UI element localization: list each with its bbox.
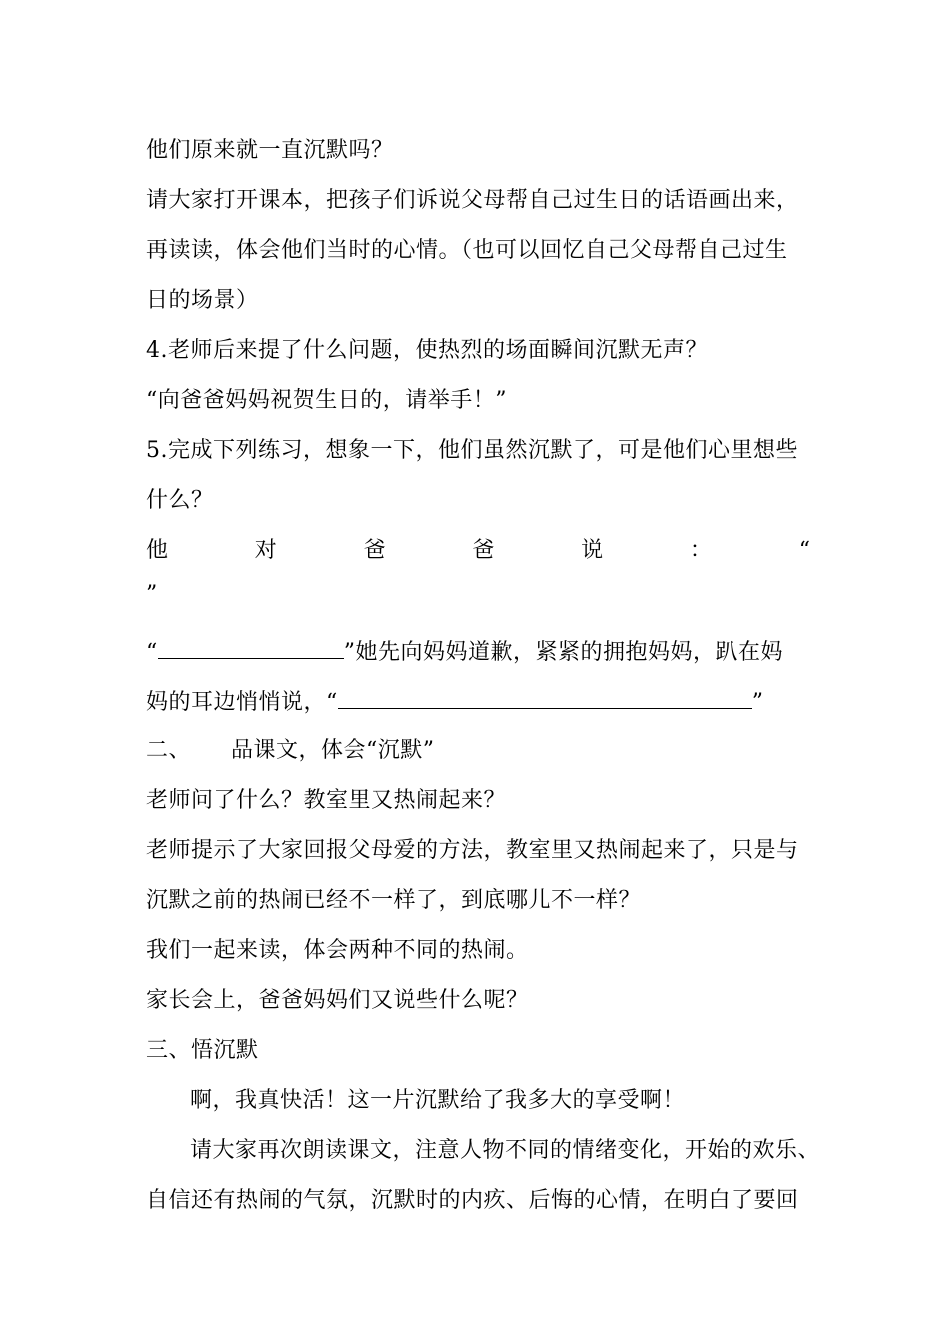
text-line: 再读读，体会他们当时的心情。（也可以回忆自己父母帮自己过生 (146, 238, 788, 263)
spread-char: 说 (581, 538, 604, 563)
text-line: 他们原来就一直沉默吗？ (146, 138, 394, 163)
quote-line: “向爸爸妈妈祝贺生日的，请举手！” (146, 388, 507, 413)
answer-blank[interactable] (158, 636, 344, 659)
answer-blank[interactable] (338, 686, 752, 709)
fill-in-line-whisper: 妈的耳边悄悄说，“ ” (146, 686, 764, 718)
text-line: 请大家再次朗读课文，注意人物不同的情绪变化，开始的欢乐、 (190, 1138, 821, 1163)
text-line: 请大家打开课本，把孩子们诉说父母帮自己过生日的话语画出来， (146, 188, 799, 213)
text-line: 老师问了什么？教室里又热闹起来？ (146, 788, 507, 813)
text-line: 自信还有热闹的气氛，沉默时的内疚、后悔的心情，在明白了要回 (146, 1188, 799, 1213)
spread-char: 爸 (363, 538, 386, 563)
text-line: 老师提示了大家回报父母爱的方法，教室里又热闹起来了，只是与 (146, 838, 799, 863)
text-line: 家长会上，爸爸妈妈们又说些什么呢？ (146, 988, 529, 1013)
text-line: 日的场景） (146, 288, 259, 313)
fill-in-line-father (146, 536, 810, 566)
exercise-5: 5.完成下列练习，想象一下，他们虽然沉默了，可是他们心里想些 (146, 438, 798, 463)
spread-char: 他 (146, 538, 169, 563)
spread-char: ： (689, 538, 712, 563)
text-line: 我们一起来读，体会两种不同的热闹。 (146, 938, 529, 963)
text-line: 啊，我真快活！这一片沉默给了我多大的享受啊！ (190, 1088, 686, 1113)
section-heading-2: 二、 品课文，体会“沉默” (146, 738, 435, 763)
text-line: 什么？ (146, 488, 214, 513)
spread-char: “ (798, 538, 810, 563)
spread-char: 爸 (472, 538, 495, 563)
section-heading-3: 三、悟沉默 (146, 1038, 259, 1063)
question-4: 4.老师后来提了什么问题，使热烈的场面瞬间沉默无声？ (146, 338, 708, 363)
text-line: 沉默之前的热闹已经不一样了，到底哪儿不一样？ (146, 888, 642, 913)
spread-char: 对 (254, 538, 277, 563)
close-quote: ” (146, 582, 158, 607)
fill-in-line-mother: “ ”她先向妈妈道歉，紧紧的拥抱妈妈，趴在妈 (146, 636, 783, 668)
